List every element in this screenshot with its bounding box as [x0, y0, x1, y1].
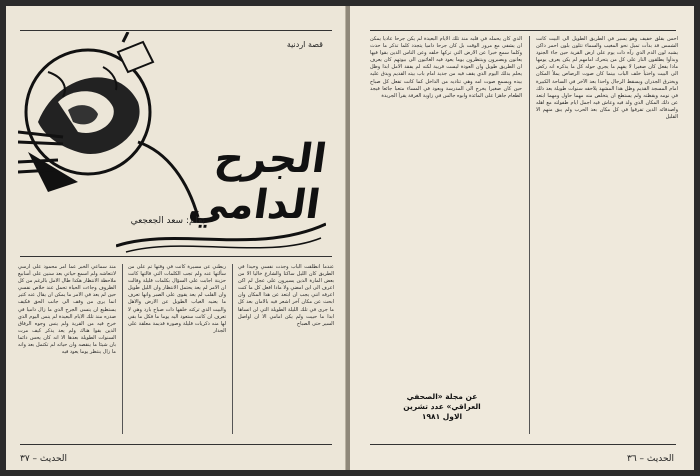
top-rule — [370, 30, 676, 31]
left-column-3: عندما انطلقت الباب وجدت نفسي وحيدا في الطريق كان الليل ساكنا والشارع خاليا الا من بعض المارة الذين يسيرون على عجل لم اكن اعرف الى اين امضي ولا ماذا افعل كل ما كنت اعرفه انني يجب ان ابتعد عن هذا المكان وان ابحث عن مكان آخر اشعر فيه بالامان بعد كل ما جرى في تلك الليلة الطويلة التي لن انساها ابدا ما حييت ولم يكن امامي الا ان اواصل السير حتى الصباح — [238, 264, 334, 327]
top-rule — [20, 30, 332, 31]
story-kicker: قصة اردنية — [286, 40, 323, 49]
column-divider — [232, 264, 233, 434]
footer-rule — [370, 444, 676, 445]
right-column-1: احس بقلق خفيف وهو يسير في الطريق الطويل الى البيت كانت الشمس قد بدأت تميل نحو المغيب والسماء تتلون بلون احمر داكن يشبه لون الدم الذي رآه ذات يوم على ارض القرية حين جاء الجنود وبدأوا يطلقون النار على كل من يتحرك امامهم لم يكن يعرف يومها ماذا يفعل كان صغيرا لا يفهم ما يجري حوله كل ما يذكره انه ركض الى البيت واختبأ خلف الباب بينما كان صوت الرصاص يملأ المكان ويخترق الجدران ويسقط الرجال واحدا بعد الآخر في الساحة الكبيرة امام المسجد القديم وظل هذا المشهد يلاحقه سنوات طويلة بعد ذلك في نومه ويقظته ولم يستطع ان يتخلص منه مهما حاول ومهما ابتعد عن ذلك المكان الذي ولد فيه وعاش فيه اجمل ايام طفولته مع اهله واصدقائه الذين تفرقوا في كل مكان بعد الحرب ولم يبق منهم الا القليل — [536, 36, 678, 121]
magazine-spread — [6, 6, 694, 470]
story-byline: بقلم: سعد الجعجعي — [130, 216, 205, 226]
left-column-2: ربطني عن مسيرة كانت في وقتها تم على من سألتها عنه ولم تجب الكلمات التي قالتها كانت حزينة اجابت على السؤال بكلمات قليلة وقالت ان الامر لم يعد يحتمل الانتظار وان الليل طويل وان القلب لم يعد يقوى على الصبر وانها تعرف ما يعنيه الغياب الطويل عن الارض والاهل والبيت الذي تركته خلفها ذات صباح بارد وهي لا تعرف ان كانت ستعود اليه يوما ما فكل ما بقي لها منه ذكريات قليلة وصورة قديمة معلقة على الجدار — [128, 264, 226, 334]
right-page-footer: الحديث – ٣٦ — [626, 454, 674, 464]
left-column-1: منذ سماعي الخبر عما أمر محمود على أرسي لانتعاشه ولم اسمع حياتي بعد سنين على أسابيع ملاحظة الانتظار هكذا طال الامل بالرغم من كل الظروف وجاءت الحياة تحمل عند خلاص نفسي حين لم يعد في الامر ما يمكن ان يقال عنه كثير انما يرى من وقف الى جانب الحق فكيف يستطيع ان ينسى الجرح الذي ما زال داميا في صدره منذ تلك الايام البعيدة لم ينس اليوم الذي خرج فيه من القرية ولم ينس وجوه الرفاق الذين بقوا هناك ولم يعد يذكر كيف مرت السنوات الطويلة بعدها الا انه كان يحس دائما بان شيئا ما ينقصه وان حياته لم تكتمل بعد وانه ما زال ينتظر يوما يعود فيه — [18, 264, 116, 356]
left-page-footer: الحديث – ٣٧ — [20, 454, 68, 464]
right-page — [350, 6, 694, 470]
right-column-2: الذي كان يحمله في قلبه منذ تلك الايام البعيدة لم يكن جرحا عاديا يمكن ان يشفى مع مرور الوقت بل كان جرحا داميا يتجدد كلما تذكر ما حدث وكلما سمع خبرا عن الارض التي تركها خلفه وعن الناس الذين بقوا فيها يعانون ويصبرون وينتظرون يوما يعود فيه الغائبون الى بيوتهم كان يعرف ان الطريق طويل وان العودة ليست قريبة لكنه لم يفقد الامل ابدا وظل يحلم بذلك اليوم الذي يقف فيه من جديد امام باب بيته القديم ويدق عليه بيده ويسمع صوت امه وهي تناديه من الداخل كما كانت تفعل كل صباح حين كان صغيرا يخرج الى المدرسة ويعود في المساء متعبا جائعا فيجد الطعام جاهزا على المائدة وابوه جالس في زاوية الغرفة يقرأ الجريدة — [370, 36, 522, 99]
source-reference: عن مجلة «الصحفي العراقي» عدد تشرين الاول ١٩٨١ — [403, 392, 481, 421]
column-divider — [122, 264, 123, 434]
footer-rule — [20, 444, 332, 445]
body-top-rule — [20, 256, 332, 257]
column-divider — [529, 36, 530, 434]
left-page — [6, 6, 346, 470]
story-title: الجرح الدامي — [185, 136, 330, 228]
